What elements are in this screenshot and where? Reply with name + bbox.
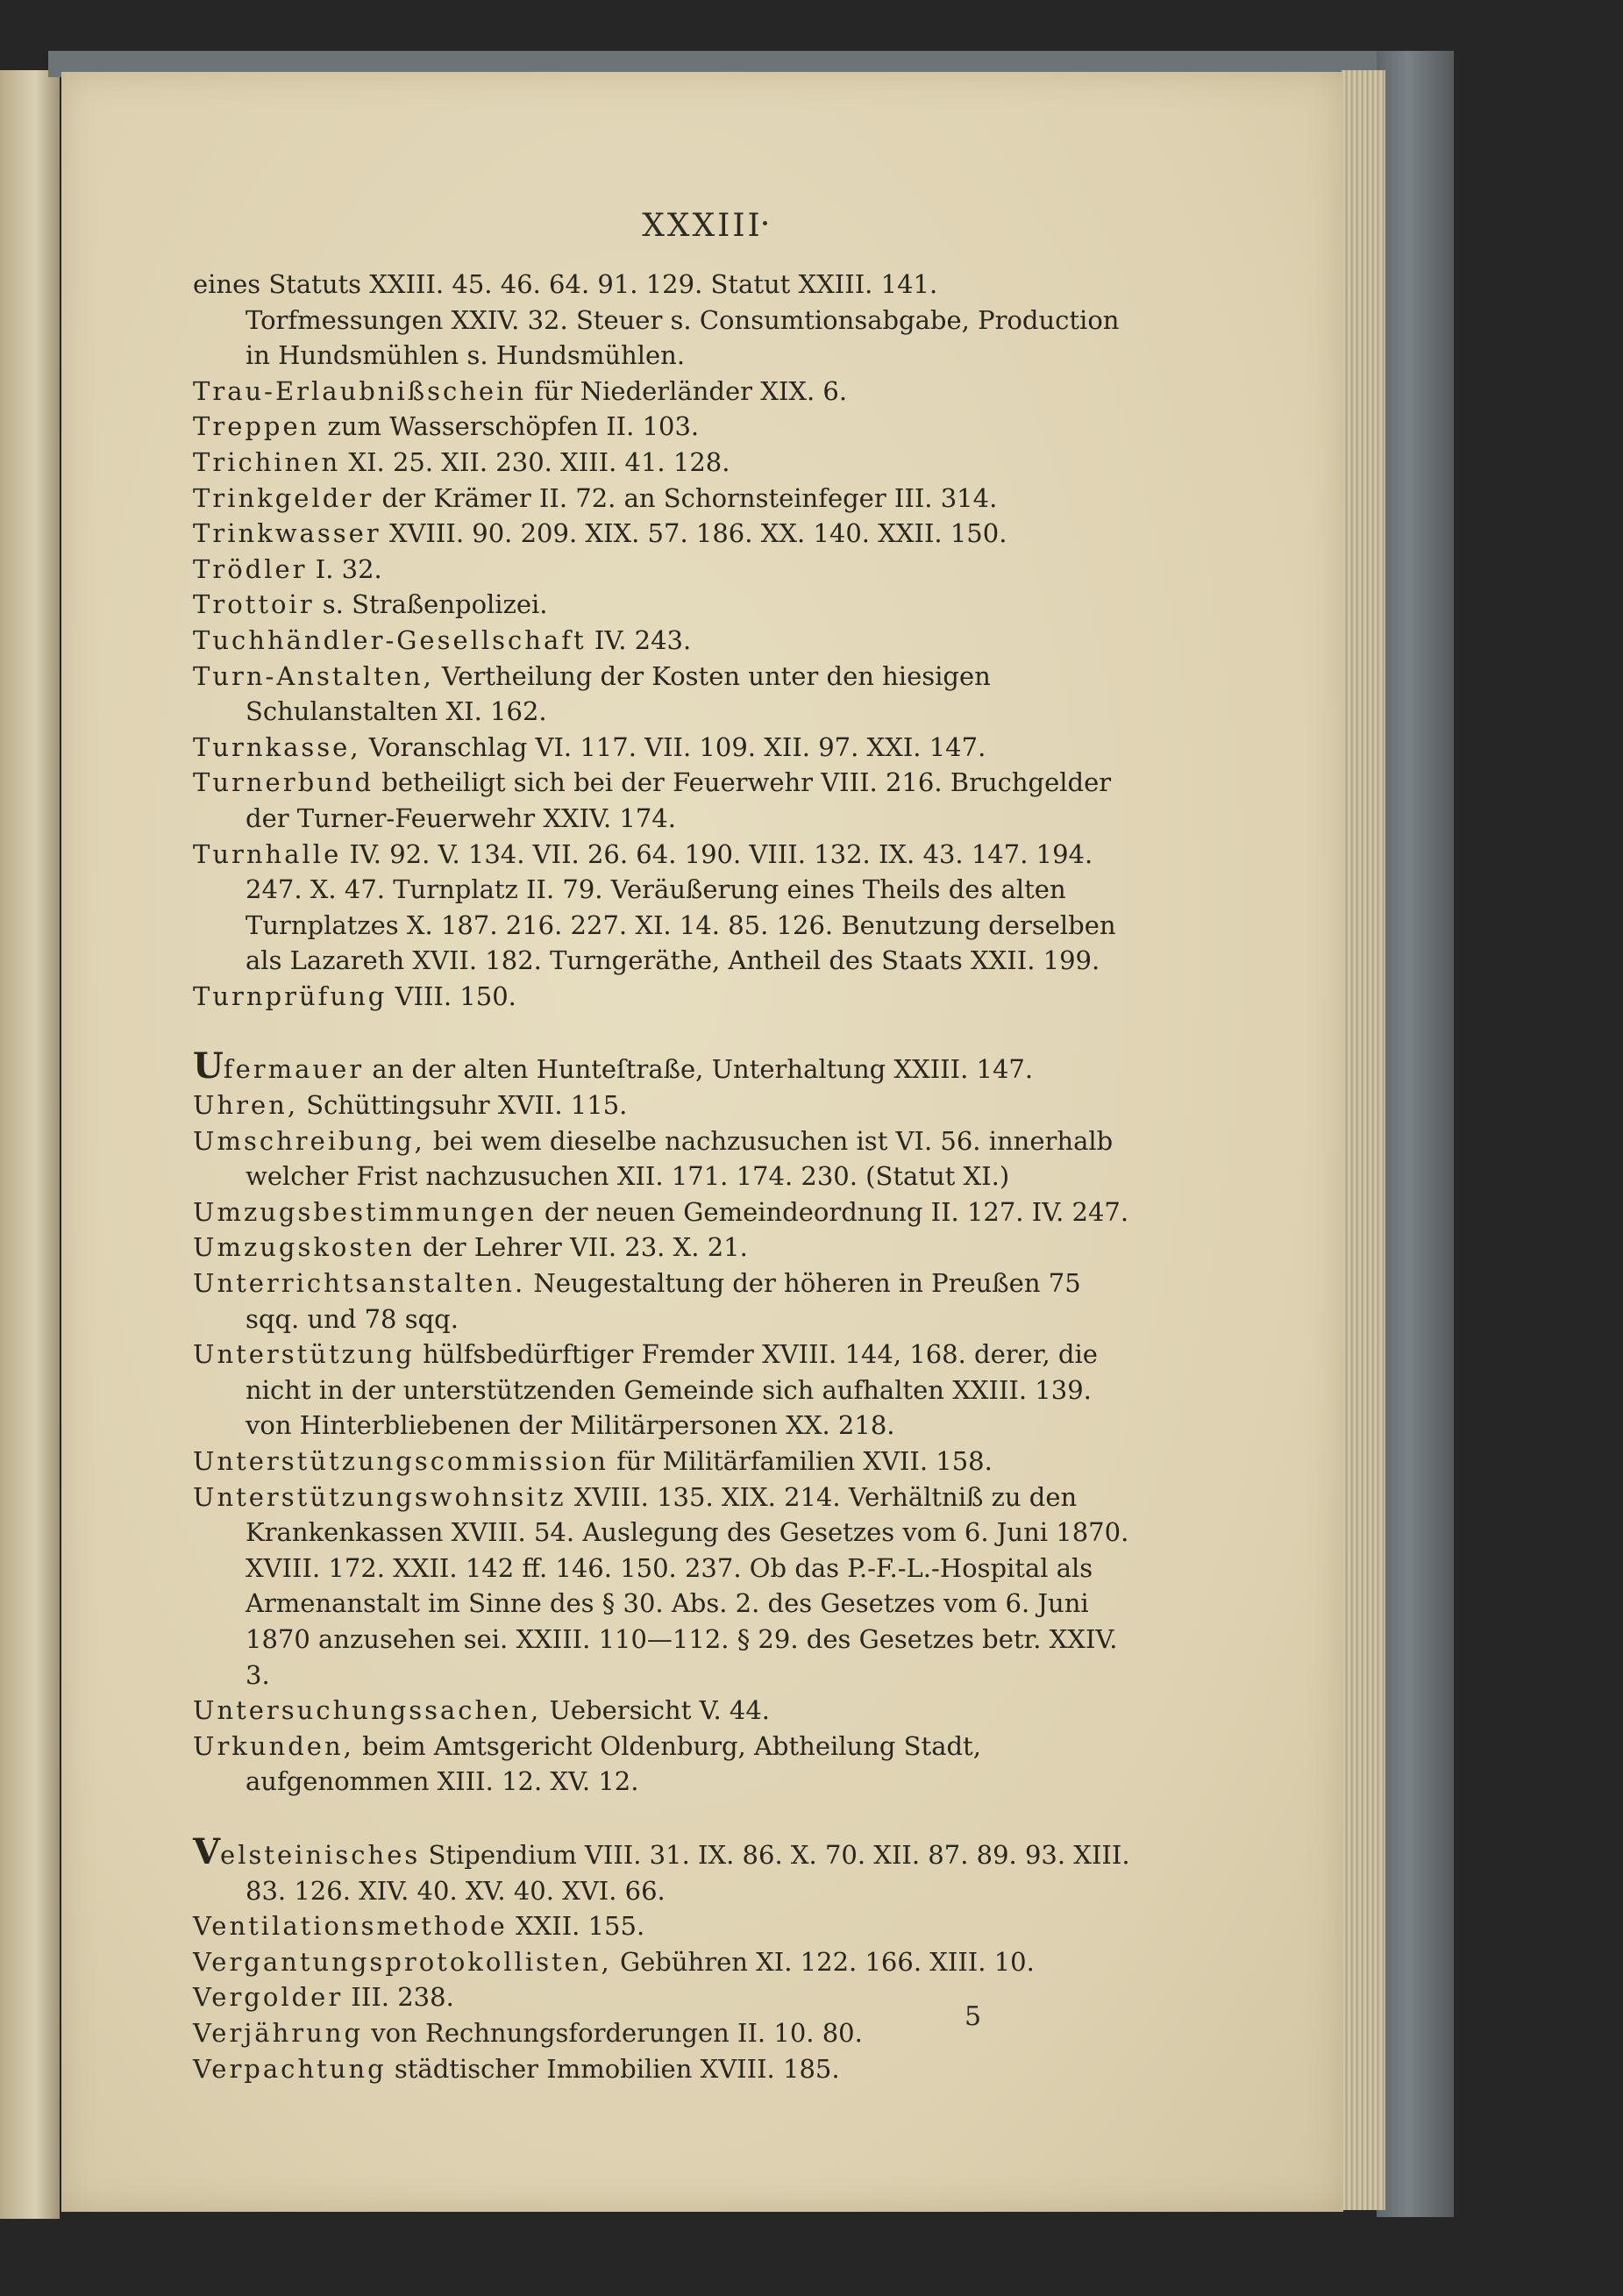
index-entry: Unterstützungswohnsitz XVIII. 135. XIX. 214. Verhältniß zu den Krankenkassen XVIII. 54. Auslegung des Gesetzes vom 6. Juni 1870. XVIII. 172. XXII. 142 ff. 146. 150. 237. Ob das P.-F.-L.-Hospital als Armenanstalt im Sinne des § 30. Abs. 2. des Gesetzes vom 6. Juni 1870 anzusehen sei. XXIII. 110—112. § 29. des Gesetzes betr. XXIV. 3. — [193, 1481, 1129, 1690]
index-entry: eines Statuts XXIII. 45. 46. 64. 91. 129. Statut XXIII. 141. Torfmessungen XXIV. 32. Steuer s. Consumtionsabgabe, Production in Hundsmühlen s. Hundsmühlen. — [193, 269, 1120, 371]
entry-head: Trichinen — [193, 446, 341, 477]
index-entry: Unterstützung hülfsbedürftiger Fremder XVIII. 144, 168. derer, die nicht in der unterstützenden Gemeinde sich aufhalten XXIII. 139. von Hinterbliebenen der Militärpersonen XX. 218. — [193, 1339, 1098, 1441]
book-page — [61, 72, 1343, 2212]
left-page-edge — [0, 70, 60, 2219]
index-entry: Trinkgelder der Krämer II. 72. an Schornsteinfeger III. 314. — [193, 482, 998, 513]
entry-head: fermauer — [223, 1054, 365, 1085]
index-entry: Ufermauer an der alten Hunteſtraße, Unterhaltung XXIII. 147. — [193, 1045, 1034, 1087]
index-entry: Umzugskosten der Lehrer VII. 23. X. 21. — [193, 1232, 748, 1263]
entry-head: Turnerbund — [193, 767, 374, 798]
entry-head: Treppen — [193, 411, 320, 442]
entry-head: Trinkgelder — [193, 482, 374, 513]
entry-head: Tuchhändler-Gesellschaft — [193, 624, 587, 655]
entry-head: Uhren, — [193, 1090, 299, 1121]
index-entry: Turnerbund betheiligt sich bei der Feuerwehr VIII. 216. Bruchgelder der Turner-Feuerwehr XXIV. 174. — [193, 767, 1112, 833]
entry-head: Ventilationsmethode — [193, 1911, 508, 1942]
section-initial: U — [193, 1045, 224, 1087]
entry-head: Turnkasse, — [193, 731, 361, 762]
index-entry: Turnprüfung VIII. 150. — [193, 980, 516, 1011]
index-entry: Turnkasse, Voranschlag VI. 117. VII. 109. XII. 97. XXI. 147. — [193, 731, 986, 762]
index-entry: Turn-Anstalten, Vertheilung der Kosten unter den hiesigen Schulanstalten XI. 162. — [193, 660, 991, 727]
index-entry: Trichinen XI. 25. XII. 230. XIII. 41. 128. — [193, 446, 730, 477]
section-initial: V — [193, 1830, 221, 1872]
index-entry: Trinkwasser XVIII. 90. 209. XIX. 57. 186. XX. 140. XXII. 150. — [193, 518, 1007, 549]
entry-head: elsteinisches — [220, 1839, 421, 1870]
index-entry: Trau-Erlaubnißschein für Niederländer XIX. 6. — [193, 375, 848, 406]
entry-head: Untersuchungssachen, — [193, 1695, 542, 1726]
index-entry: Verjährung von Rechnungsforderungen II. 10. 80. — [193, 2017, 863, 2048]
index-entry: Turnhalle IV. 92. V. 134. VII. 26. 64. 190. VIII. 132. IX. 43. 147. 194. 247. X. 47. Turnplatz II. 79. Veräußerung eines Theils des alten Turnplatzes X. 187. 216. 227. XI. 14. 85. 126. Benutzung derselben als Lazareth XVII. 182. Turngeräthe, Antheil des Staats XXII. 199. — [193, 838, 1116, 976]
entry-head: Trottoir — [193, 589, 315, 620]
index-entry: Unterrichtsanstalten. Neugestaltung der höheren in Preußen 75 sqq. und 78 sqq. — [193, 1268, 1081, 1334]
index-entry: Umzugsbestimmungen der neuen Gemeindeordnung II. 127. IV. 247. — [193, 1196, 1129, 1227]
index-entry: Vergolder III. 238. — [193, 1982, 454, 2013]
entry-head: Turn-Anstalten, — [193, 660, 434, 691]
section-gap — [193, 1014, 1140, 1049]
index-entry: Tuchhändler-Gesellschaft IV. 243. — [193, 624, 692, 655]
index-entry: Trödler I. 32. — [193, 553, 382, 584]
book-cover-right — [1377, 51, 1454, 2217]
entry-head: Vergolder — [193, 1982, 344, 2013]
page-number: 5 — [965, 2001, 982, 2032]
index-entry: Urkunden, beim Amtsgericht Oldenburg, Abtheilung Stadt, aufgenommen XIII. 12. XV. 12. — [193, 1730, 981, 1797]
page-header: XXXIII — [642, 208, 763, 244]
entry-head: Unterrichtsanstalten. — [193, 1268, 526, 1299]
entry-head: Umzugskosten — [193, 1232, 415, 1263]
entry-head: Verjährung — [193, 2017, 364, 2048]
entry-head: Verpachtung — [193, 2053, 387, 2084]
entry-head: Turnhalle — [193, 838, 342, 869]
entry-head: Unterstützungscommission — [193, 1446, 609, 1476]
index-body — [193, 267, 1140, 2086]
index-entry: Velsteinisches Stipendium VIII. 31. IX. 86. X. 70. XII. 87. 89. 93. XIII. 83. 126. XIV. 40. XV. 40. XVI. 66. — [193, 1830, 1130, 1906]
entry-head: Umzugsbestimmungen — [193, 1196, 537, 1227]
section-gap — [193, 1800, 1140, 1835]
entry-head: Turnprüfung — [193, 980, 388, 1011]
index-entry: Untersuchungssachen, Uebersicht V. 44. — [193, 1695, 771, 1726]
index-entry: Umschreibung, bei wem dieselbe nachzusuchen ist VI. 56. innerhalb welcher Frist nachzusuchen XII. 171. 174. 230. (Statut XI.) — [193, 1125, 1114, 1192]
entry-head: Trödler — [193, 553, 308, 584]
entry-head: Unterstützungswohnsitz — [193, 1481, 566, 1512]
entry-head: Unterstützung — [193, 1339, 415, 1370]
entry-head: Urkunden, — [193, 1730, 354, 1761]
index-entry: Treppen zum Wasserschöpfen II. 103. — [193, 411, 700, 442]
index-entry: Uhren, Schüttingsuhr XVII. 115. — [193, 1090, 628, 1121]
index-entry: Trottoir s. Straßenpolizei. — [193, 589, 548, 620]
index-entry: Ventilationsmethode XXII. 155. — [193, 1911, 645, 1942]
entry-head: Vergantungsprotokollisten, — [193, 1946, 612, 1977]
page-edges — [1342, 70, 1385, 2210]
entry-head: Trinkwasser — [193, 518, 381, 549]
entry-head: Trau-Erlaubnißschein — [193, 375, 527, 406]
index-entry: Verpachtung städtischer Immobilien XVIII. 185. — [193, 2053, 840, 2084]
entry-head: Umschreibung, — [193, 1125, 425, 1156]
index-entry: Unterstützungscommission für Militärfamilien XVII. 158. — [193, 1446, 993, 1476]
index-entry: Vergantungsprotokollisten, Gebühren XI. 122. 166. XIII. 10. — [193, 1946, 1035, 1977]
